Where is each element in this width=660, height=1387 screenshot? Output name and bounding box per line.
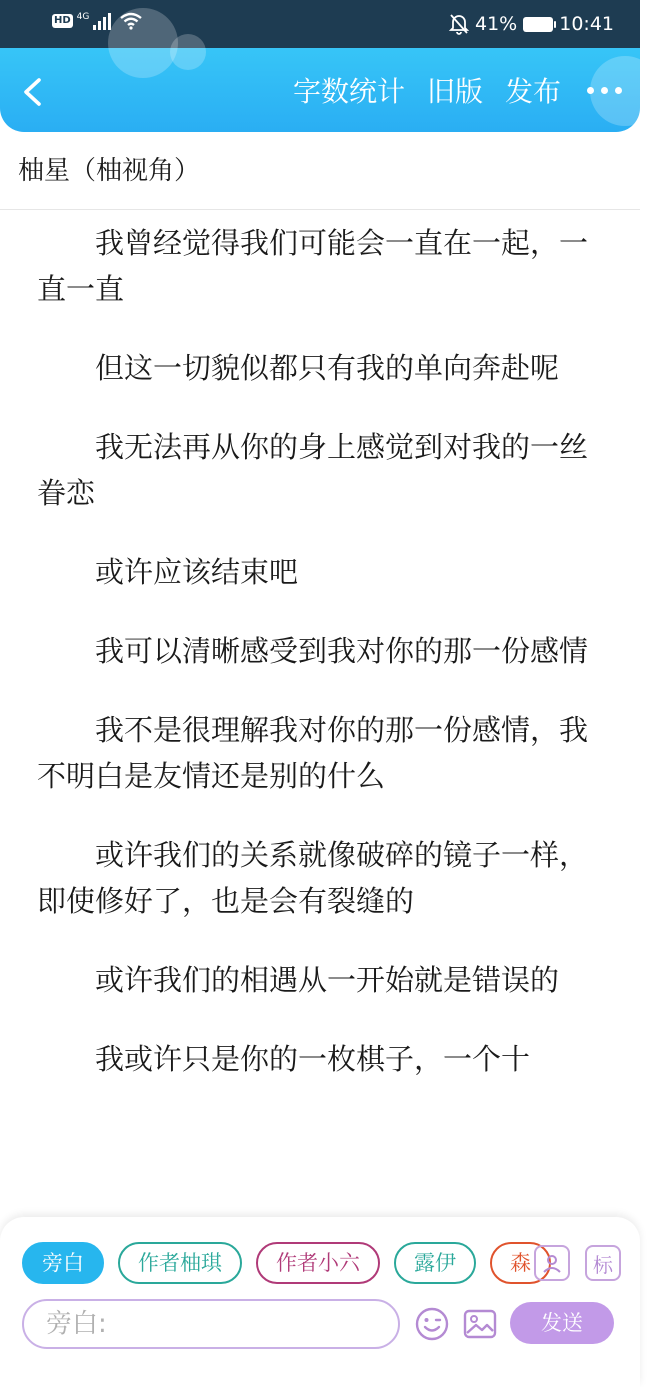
clock: 10:41 [559, 13, 614, 35]
composer-panel [0, 1217, 640, 1387]
emoji-icon [414, 1306, 450, 1342]
status-right [449, 10, 614, 38]
role-chip-narrator[interactable]: 旁白 [22, 1242, 104, 1284]
more-dots-icon [601, 87, 608, 94]
decor-bubble [170, 34, 206, 70]
word-count-button[interactable]: 字数统计 [292, 75, 405, 108]
more-dots-icon [587, 87, 594, 94]
old-version-button[interactable]: 旧版 [426, 75, 483, 108]
image-icon [462, 1306, 498, 1342]
decor-bubble [108, 8, 178, 78]
paragraph: 我可以清晰感受到我对你的那一份感情 [95, 634, 589, 668]
paragraph: 或许我们的相遇从一开始就是错误的 [95, 963, 560, 997]
header-actions [271, 62, 622, 118]
paragraph: 或许应该结束吧 [95, 555, 299, 589]
role-selector [22, 1242, 531, 1284]
image-button[interactable] [462, 1306, 498, 1342]
role-chip-author-youqi[interactable]: 作者柚琪 [118, 1242, 242, 1284]
role-chip-luyi[interactable]: 露伊 [394, 1242, 476, 1284]
network-type: 4G [76, 11, 90, 22]
mute-bell-icon [449, 13, 469, 35]
back-button[interactable] [14, 72, 54, 112]
more-dots-icon [615, 87, 622, 94]
top-header [0, 48, 640, 132]
role-chip-author-xiaoliu[interactable]: 作者小六 [256, 1242, 380, 1284]
battery-percent: 41% [475, 13, 518, 35]
send-button[interactable]: 发送 [510, 1302, 614, 1344]
chevron-left-icon [14, 72, 54, 112]
role-chip-sen[interactable]: 森 [490, 1242, 551, 1284]
person-card-icon [540, 1251, 564, 1275]
publish-button[interactable]: 发布 [504, 75, 561, 108]
message-input[interactable] [22, 1299, 400, 1349]
role-manage-button[interactable] [534, 1245, 570, 1281]
hd-badge: HD [54, 15, 71, 26]
title-divider [0, 209, 640, 210]
paragraph: 但这一切貌似都只有我的单向奔赴呢 [95, 351, 560, 385]
more-button[interactable] [587, 87, 622, 94]
paragraph: 我不是很理解我对你的那一份感情，我不明白是友情还是别的什么 [37, 713, 589, 793]
emoji-button[interactable] [414, 1306, 450, 1342]
battery-icon [523, 17, 553, 32]
tag-button[interactable] [585, 1245, 621, 1281]
chapter-title[interactable]: 柚星（柚视角） [18, 156, 201, 186]
status-bar [0, 0, 640, 48]
paragraph: 或许我们的关系就像破碎的镜子一样，即使修好了，也是会有裂缝的 [37, 838, 589, 918]
story-content[interactable] [37, 220, 607, 1210]
paragraph: 我无法再从你的身上感觉到对我的一丝眷恋 [37, 430, 589, 510]
paragraph: 我或许只是你的一枚棋子，一个十 [95, 1042, 531, 1076]
tag-button-label: 标 [593, 1252, 613, 1277]
paragraph: 我曾经觉得我们可能会一直在一起，一直一直 [37, 226, 589, 306]
